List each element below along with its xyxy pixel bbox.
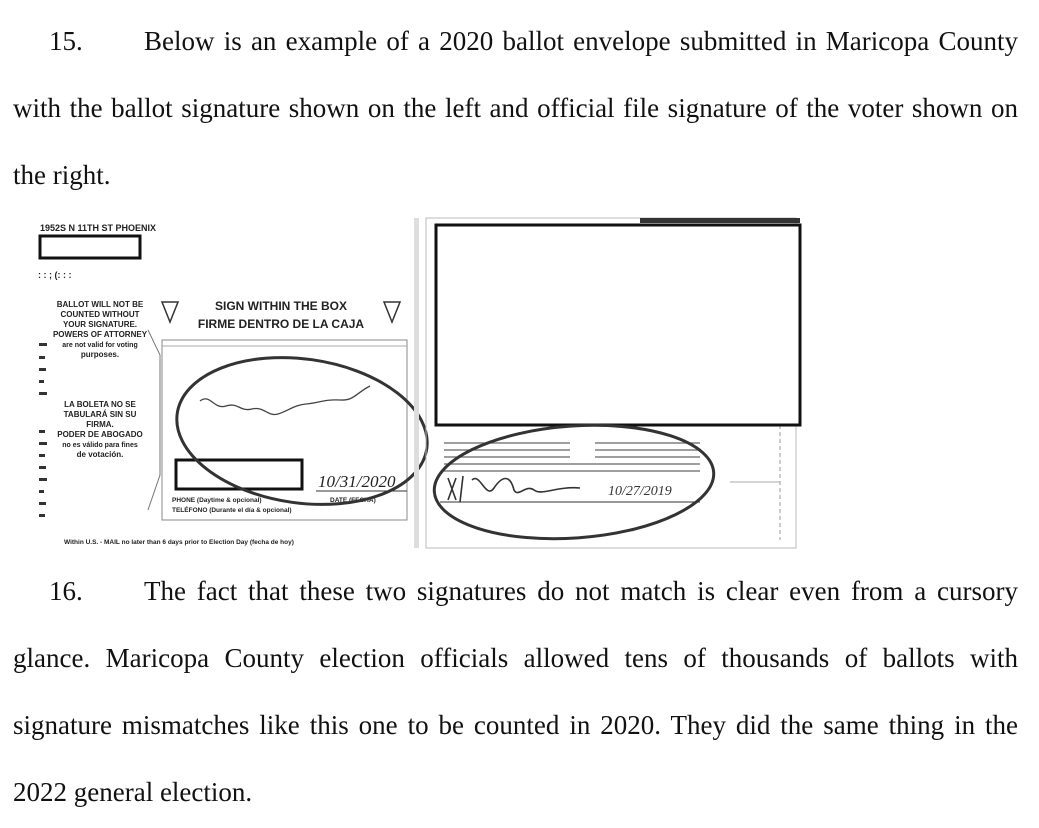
svg-text:FIRMA.: FIRMA. <box>86 420 114 429</box>
paragraph-number: 15. <box>49 26 83 56</box>
file-signature-image <box>414 218 800 548</box>
redaction-box <box>436 225 800 425</box>
sign-within-box-banner <box>162 299 400 331</box>
svg-text:SIGN WITHIN THE BOX: SIGN WITHIN THE BOX <box>215 299 347 313</box>
svg-text:PODER DE ABOGADO: PODER DE ABOGADO <box>57 430 143 439</box>
svg-text:purposes.: purposes. <box>80 350 120 359</box>
svg-text:TABULARÁ SIN SU: TABULARÁ SIN SU <box>63 410 137 419</box>
redaction-box <box>176 460 302 489</box>
ballot-date: 10/31/2020 <box>318 472 396 491</box>
scan-margin-marks <box>39 343 47 517</box>
envelope-footer: Within U.S. - MAIL no later than 6 days prior to Election Day (fecha de hoy) <box>64 539 294 546</box>
signature-box <box>162 340 407 520</box>
ballot-envelope-figure <box>0 210 1039 555</box>
file-signature-scribble <box>448 476 580 502</box>
paragraph-15 <box>13 8 1018 209</box>
paragraph-text: The fact that these two signatures do not match is clear even from a cursory glance. Maricopa County election officials allowed tens of thousands of ballots with signature mismatches like this one to be counted in 2020. They did the same thing in the 2022 general election. <box>13 576 1018 807</box>
paragraph-text: Below is an example of a 2020 ballot envelope submitted in Maricopa County with the ballot signature shown on the left and official file signature of the voter shown on the right. <box>13 26 1018 190</box>
svg-text:YOUR SIGNATURE.: YOUR SIGNATURE. <box>62 320 138 329</box>
redaction-box <box>40 236 140 258</box>
svg-text:no es válido para fines: no es válido para fines <box>62 442 138 449</box>
svg-text:LA BOLETA NO SE: LA BOLETA NO SE <box>64 400 136 409</box>
phone-label: PHONE (Daytime & opcional) <box>172 497 262 504</box>
file-signature-circle <box>430 416 717 547</box>
svg-text:POWERS OF ATTORNEY: POWERS OF ATTORNEY <box>52 330 148 339</box>
phone-label-es: TELÉFONO (Durante el día & opcional) <box>172 507 292 514</box>
svg-text:: : ; (: : :: : : ; (: : : <box>38 270 72 280</box>
paragraph-16 <box>13 558 1018 826</box>
ballot-signature-circle <box>167 342 437 520</box>
svg-text:COUNTED WITHOUT: COUNTED WITHOUT <box>60 310 140 319</box>
svg-text:are not valid for voting: are not valid for voting <box>62 342 138 349</box>
instruction-spanish <box>57 400 143 459</box>
ballot-signature-scribble <box>200 386 370 415</box>
envelope-address: 1952S N 11TH ST PHOENIX <box>40 223 157 233</box>
instruction-english <box>53 300 148 359</box>
svg-text:de votación.: de votación. <box>76 450 124 459</box>
svg-text:FIRME DENTRO DE LA CAJA: FIRME DENTRO DE LA CAJA <box>197 317 365 331</box>
paragraph-number: 16. <box>49 576 83 606</box>
svg-text:BALLOT WILL NOT BE: BALLOT WILL NOT BE <box>56 300 144 309</box>
fine-print <box>444 443 700 471</box>
file-signature-date: 10/27/2019 <box>608 484 672 499</box>
envelope-scan-image <box>0 210 1039 555</box>
ballot-envelope-image <box>38 223 437 546</box>
date-label: DATE (FECHA) <box>330 497 376 504</box>
